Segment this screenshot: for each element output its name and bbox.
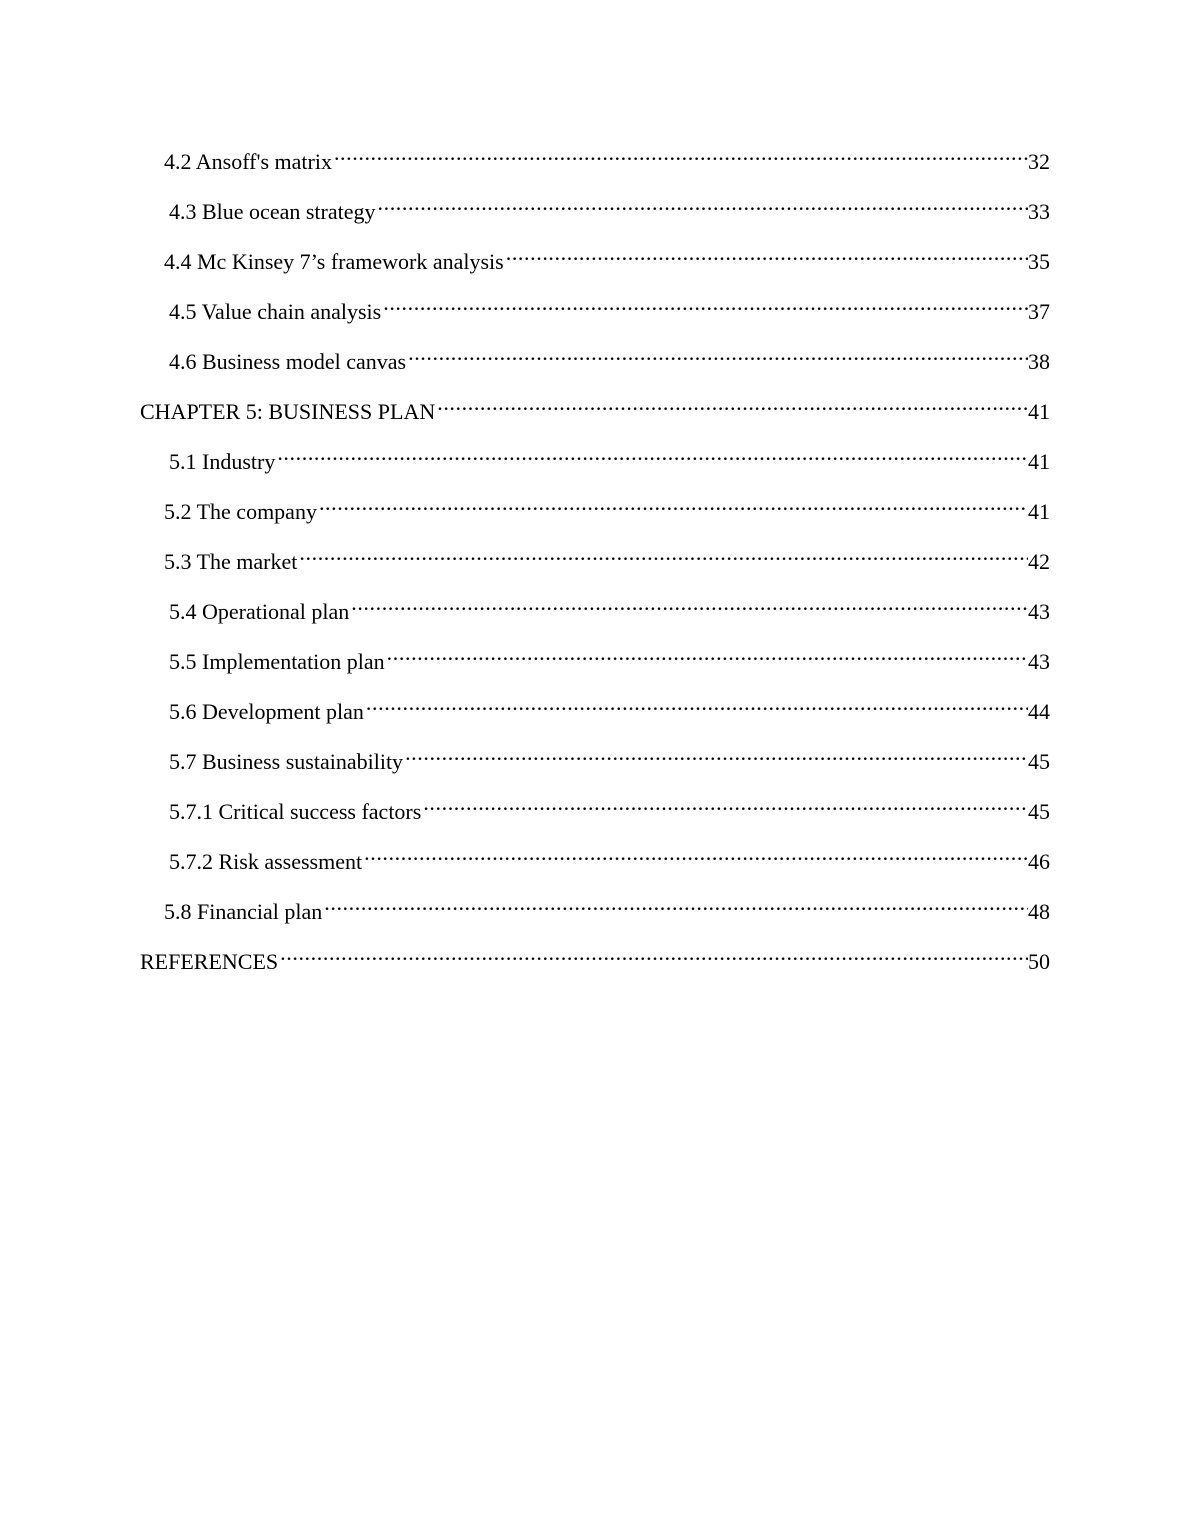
toc-entry[interactable] <box>140 687 1050 737</box>
toc-entry[interactable] <box>140 237 1050 287</box>
toc-page-number: 46 <box>1028 846 1050 878</box>
toc-page-number: 48 <box>1028 896 1050 928</box>
toc-page-number: 32 <box>1028 146 1050 178</box>
toc-dot-leader <box>297 537 1028 569</box>
toc-entry[interactable] <box>140 837 1050 887</box>
toc-entry[interactable] <box>140 937 1050 987</box>
toc-entry[interactable] <box>140 487 1050 537</box>
toc-entry-title: 4.3 Blue ocean strategy <box>169 199 376 224</box>
toc-dot-leader <box>381 287 1028 319</box>
toc-dot-leader <box>504 237 1028 269</box>
toc-entry[interactable] <box>140 337 1050 387</box>
toc-page-number: 37 <box>1028 296 1050 328</box>
toc-entry[interactable] <box>140 187 1050 237</box>
toc-dot-leader <box>322 887 1028 919</box>
toc-entry[interactable] <box>140 637 1050 687</box>
toc-entry[interactable] <box>140 587 1050 637</box>
toc-dot-leader <box>376 187 1029 219</box>
toc-entry-title: 5.7.2 Risk assessment <box>169 849 363 874</box>
toc-page-number: 38 <box>1028 346 1050 378</box>
toc-entry[interactable] <box>140 787 1050 837</box>
toc-dot-leader <box>332 137 1028 169</box>
toc-entry-title: 4.6 Business model canvas <box>169 349 407 374</box>
toc-dot-leader <box>435 387 1028 419</box>
toc-entry-title: 5.2 The company <box>164 499 317 524</box>
toc-page-number: 43 <box>1028 596 1050 628</box>
toc-dot-leader <box>403 737 1028 769</box>
toc-dot-leader <box>317 487 1028 519</box>
toc-page-number: 35 <box>1028 246 1050 278</box>
toc-entry-title: REFERENCES <box>140 949 279 974</box>
toc-page-number: 42 <box>1028 546 1050 578</box>
toc-page-number: 45 <box>1028 746 1050 778</box>
toc-entry-title: 5.7 Business sustainability <box>169 749 404 774</box>
toc-entry[interactable] <box>140 437 1050 487</box>
toc-entry[interactable] <box>140 387 1050 437</box>
toc-entry-title: 5.7.1 Critical success factors <box>169 799 422 824</box>
toc-dot-leader <box>364 687 1028 719</box>
toc-entry[interactable] <box>140 287 1050 337</box>
toc-entry-title: 5.4 Operational plan <box>169 599 350 624</box>
toc-page-number: 43 <box>1028 646 1050 678</box>
toc-entry[interactable] <box>140 737 1050 787</box>
toc-dot-leader <box>278 937 1028 969</box>
toc-entry-title: 4.2 Ansoff's matrix <box>164 149 332 174</box>
toc-entry-title: 5.8 Financial plan <box>164 899 323 924</box>
toc-dot-leader <box>421 787 1028 819</box>
toc-page-number: 44 <box>1028 696 1050 728</box>
toc-entry-title: 5.3 The market <box>164 549 298 574</box>
toc-entry[interactable] <box>140 137 1050 187</box>
toc-entry-title: 4.5 Value chain analysis <box>169 299 382 324</box>
toc-entry-title: CHAPTER 5: BUSINESS PLAN <box>140 399 436 424</box>
toc-page-number: 41 <box>1028 446 1050 478</box>
toc-entry-title: 5.1 Industry <box>169 449 276 474</box>
toc-dot-leader <box>385 637 1028 669</box>
toc-entry[interactable] <box>140 887 1050 937</box>
toc-dot-leader <box>362 837 1028 869</box>
toc-entry[interactable] <box>140 537 1050 587</box>
toc-page-number: 41 <box>1028 496 1050 528</box>
toc-page-number: 33 <box>1028 196 1050 228</box>
toc-page-number: 50 <box>1028 946 1050 978</box>
toc-entry-title: 4.4 Mc Kinsey 7’s framework analysis <box>164 249 504 274</box>
toc-dot-leader <box>406 337 1028 369</box>
toc-entry-title: 5.5 Implementation plan <box>169 649 385 674</box>
table-of-contents <box>140 137 1050 987</box>
toc-page-number: 41 <box>1028 396 1050 428</box>
toc-entry-title: 5.6 Development plan <box>169 699 364 724</box>
toc-page-number: 45 <box>1028 796 1050 828</box>
toc-dot-leader <box>275 437 1028 469</box>
toc-dot-leader <box>349 587 1028 619</box>
